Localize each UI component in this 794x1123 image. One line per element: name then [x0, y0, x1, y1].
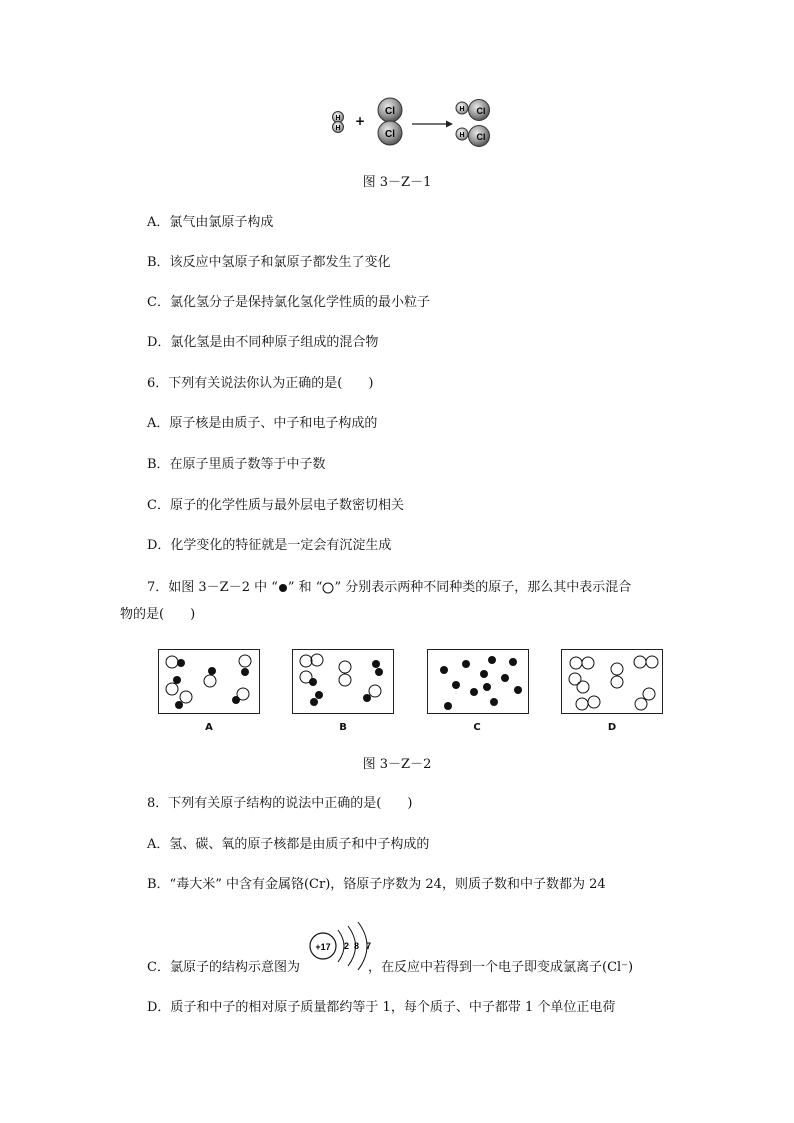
q5-option-d: D．氯化氢是由不同种原子组成的混合物	[147, 335, 379, 350]
cl2-molecule	[378, 98, 402, 145]
box-label-a: A	[205, 722, 213, 733]
hollow-atom-icon	[322, 582, 334, 594]
h2-molecule	[333, 112, 344, 133]
cl-atom-label: Cl	[476, 132, 486, 142]
box-b	[292, 649, 394, 714]
q6-option-c: C．原子的化学性质与最外层电子数密切相关	[147, 498, 404, 513]
q8-option-c-before: C．氯原子的结构示意图为	[147, 960, 300, 975]
hcl-molecule	[456, 126, 490, 147]
cl-atom-label: Cl	[476, 106, 486, 116]
h-atom-label: H	[335, 125, 341, 132]
figure-caption: 图 3－Z－2	[362, 757, 432, 772]
q7-stem-part3: ” 分别表示两种不同种类的原子，那么其中表示混合	[334, 580, 632, 595]
q5-option-b: B．该反应中氢原子和氯原子都发生了变化	[147, 255, 391, 270]
box-label-d: D	[607, 722, 617, 733]
reaction-diagram	[0, 0, 794, 160]
reaction-arrow-icon	[412, 121, 453, 128]
q7-stem-part2: ” 和 “	[287, 580, 323, 595]
filled-atom-icon	[278, 583, 288, 593]
q7-stem-line2: 物的是( )	[120, 607, 196, 622]
q5-option-a: A．氯气由氯原子构成	[147, 215, 274, 230]
cl-atom-label: Cl	[385, 106, 395, 117]
q8-option-c-after: ，在反应中若得到一个电子即变成氯离子(Cl⁻)	[368, 960, 634, 975]
q6-option-b: B．在原子里质子数等于中子数	[147, 457, 326, 472]
q7-stem-part1: 7．如图 3－Z－2 中 “	[147, 580, 278, 595]
h-atom-label: H	[459, 132, 465, 139]
box-label-b: B	[339, 722, 347, 733]
shell-electrons-1: 2	[344, 941, 350, 951]
plus-sign: +	[354, 114, 366, 128]
box-d	[561, 649, 663, 714]
h-atom-label: H	[335, 115, 341, 122]
shell-electrons-3: 7	[366, 941, 372, 951]
nucleus-charge: +17	[315, 942, 331, 952]
box-a	[158, 649, 260, 714]
q6-option-d: D．化学变化的特征就是一定会有沉淀生成	[147, 538, 392, 553]
box-label-c: C	[473, 722, 481, 733]
cl-atom-label: Cl	[385, 129, 395, 140]
box-c	[427, 649, 529, 714]
q8-option-d: D．质子和中子的相对原子质量都约等于 1，每个质子、中子都带 1 个单位正电荷	[147, 1000, 616, 1015]
q6-option-a: A．原子核是由质子、中子和电子构成的	[147, 416, 378, 431]
h-atom-label: H	[459, 106, 465, 113]
q7-stem	[147, 579, 631, 597]
hcl-molecule	[456, 100, 490, 121]
q5-option-c: C．氯化氢分子是保持氯化氢化学性质的最小粒子	[147, 295, 430, 310]
q8-option-b: B．“毒大米” 中含有金属铬(Cr)，铬原子序数为 24，则质子数和中子数都为 24	[147, 877, 606, 892]
figure-caption: 图 3－Z－1	[362, 175, 432, 190]
shell-electrons-2: 8	[354, 941, 360, 951]
q6-stem: 6．下列有关说法你认为正确的是( )	[147, 376, 374, 391]
q8-stem: 8．下列有关原子结构的说法中正确的是( )	[147, 796, 413, 811]
q8-option-a: A．氢、碳、氧的原子核都是由质子和中子构成的	[147, 837, 430, 852]
